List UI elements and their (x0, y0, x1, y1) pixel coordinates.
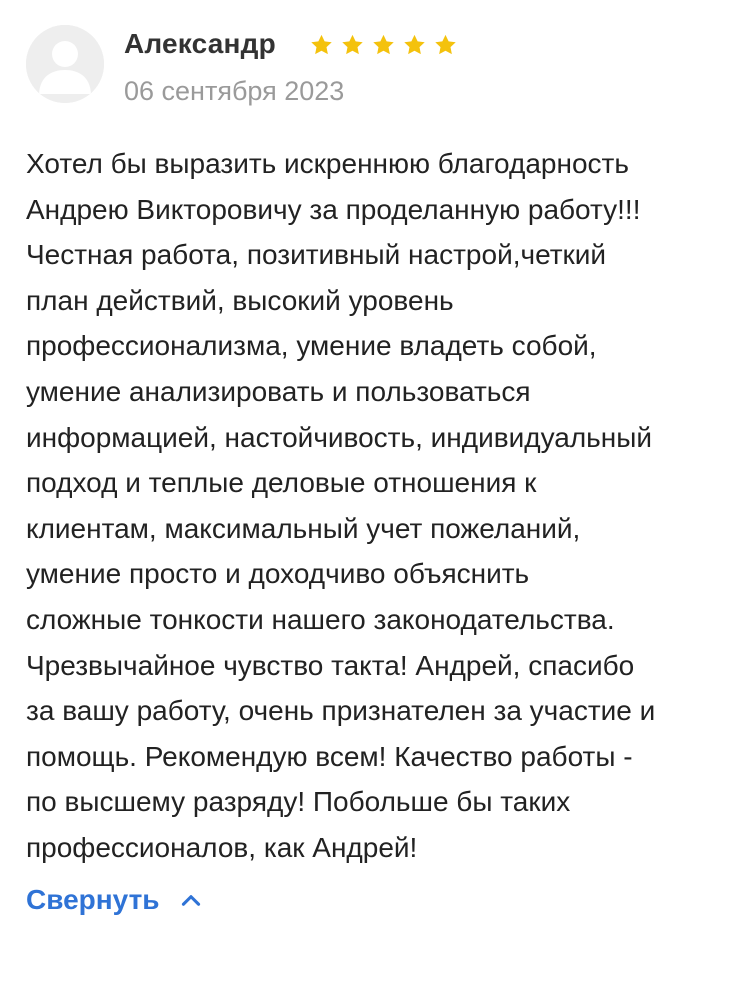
avatar[interactable] (26, 25, 104, 103)
star-icon (371, 33, 396, 58)
collapse-button[interactable] (26, 884, 204, 916)
review-text (26, 141, 744, 871)
review-text-line: профессионалов, как Андрей! (26, 831, 418, 863)
chevron-up-icon (178, 888, 204, 914)
review-text-line: Андрею Викторовичу за проделанную работу!!! (26, 193, 641, 225)
review-text-line: Хотел бы выразить искреннюю благодарность (26, 148, 629, 179)
star-icon (402, 33, 427, 58)
review-text-line: за вашу работу, очень признателен за участие и (26, 695, 656, 727)
review-text-line: умение анализировать и пользоваться (26, 375, 531, 407)
review-text-line: клиентам, максимальный учет пожеланий, (26, 512, 581, 544)
review-text-line: помощь. Рекомендую всем! Качество работы - (26, 740, 633, 772)
review-date: 06 сентября 2023 (124, 76, 345, 106)
author-name[interactable]: Александр (124, 28, 276, 59)
review-text-line: информацией, настойчивость, индивидуальный (26, 421, 652, 453)
review-text-line: сложные тонкости нашего законодательства. (26, 603, 615, 635)
review-text-line: план действий, высокий уровень (26, 284, 454, 316)
review-text-line: Честная работа, позитивный настрой,четкий (26, 239, 607, 271)
collapse-label: Свернуть (26, 884, 160, 915)
review-text-line: Чрезвычайное чувство такта! Андрей, спасибо (26, 649, 635, 681)
star-icon (433, 33, 458, 58)
review-text-line: умение просто и доходчиво объяснить (26, 558, 530, 590)
avatar-placeholder-icon (26, 25, 104, 103)
review-text-line: по высшему разряду! Побольше бы таких (26, 786, 571, 818)
star-rating (309, 33, 458, 58)
star-icon (309, 33, 334, 58)
star-icon (340, 33, 365, 58)
review-text-line: подход и теплые деловые отношения к (26, 467, 537, 499)
review-text-line: профессионализма, умение владеть собой, (26, 330, 597, 362)
